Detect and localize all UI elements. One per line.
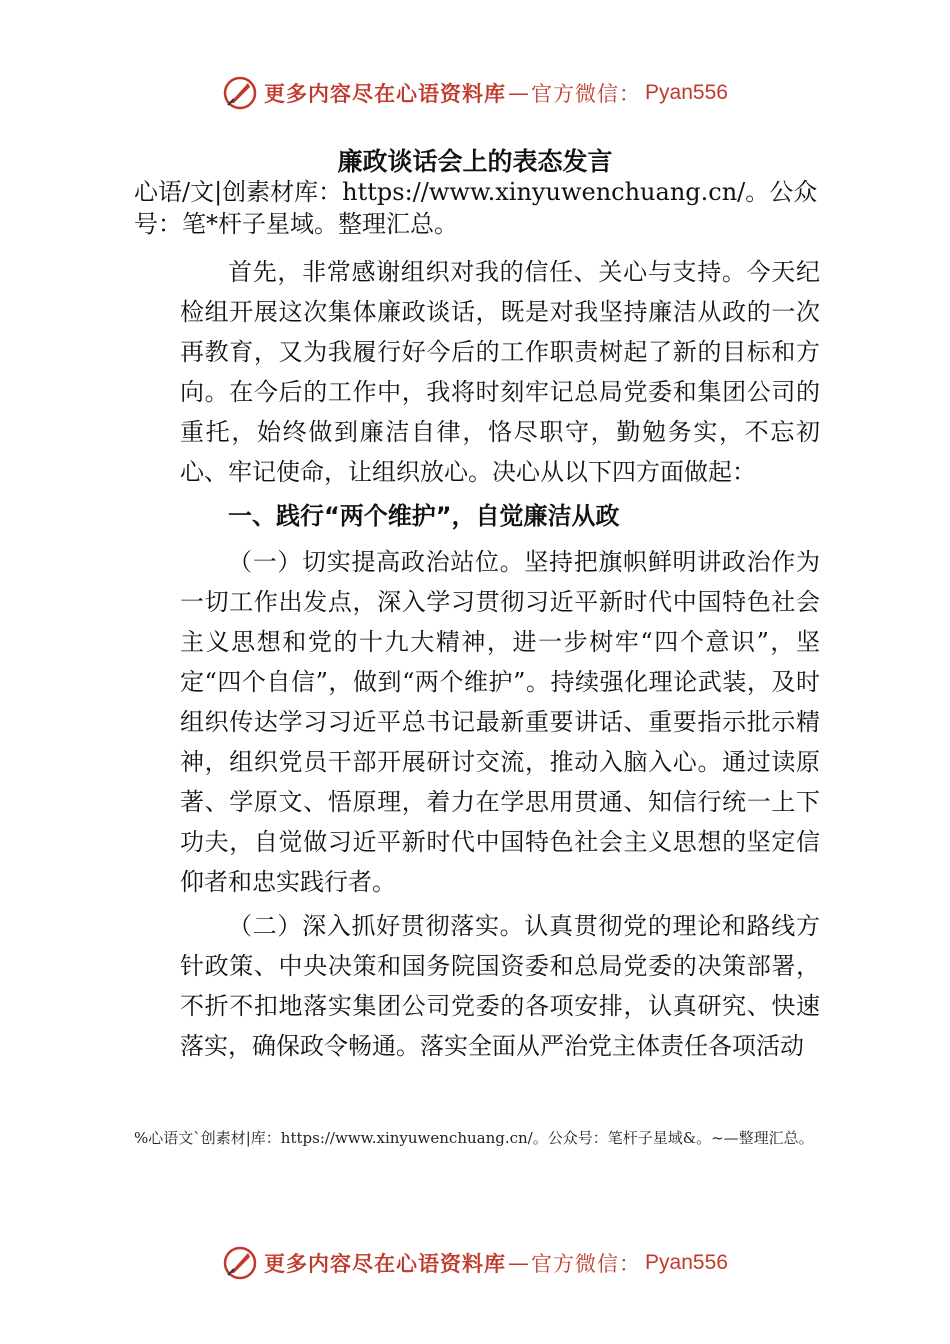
source-line: 心语/文|创素材库：https://www.xinyuwenchuang.cn/。公众号：笔*杆子星域。整理汇总。 (134, 178, 818, 238)
banner-text: 更多内容尽在心语资料库 (264, 1252, 507, 1276)
banner-wechat-id: Pyan556 (645, 81, 728, 104)
header-banner (0, 68, 950, 118)
footer-note: %心语文`创素材|库：https://www.xinyuwenchuang.cn/。公众号：笔杆子星域&。~—整理汇总。 (134, 1129, 814, 1147)
banner-wechat-label: 官方微信： (531, 82, 642, 106)
banner-wechat-label: 官方微信： (531, 1252, 642, 1276)
intro-paragraph: 首先，非常感谢组织对我的信任、关心与支持。今天纪检组开展这次集体廉政谈话，既是对我坚持廉洁从政的一次再教育，又为我履行好今后的工作职责树起了新的目标和方向。在今后的工作中，我将时刻牢记总局党委和集团公司的重托，始终做到廉洁自律，恪尽职守，勤勉务实，不忘初心、牢记使命，让组织放心。决心从以下四方面做起： (180, 258, 820, 486)
quill-pen-logo-icon (222, 1245, 258, 1281)
paragraph-2: （二）深入抓好贯彻落实。认真贯彻党的理论和路线方针政策、中央决策和国务院国资委和总局党委的决策部署，不折不扣地落实集团公司党委的各项安排，认真研究、快速落实，确保政令畅通。落实全面从严治党主体责任各项活动 (180, 912, 820, 1060)
banner-separator: — (508, 81, 530, 105)
banner-separator: — (508, 1251, 530, 1275)
quill-pen-logo-icon (222, 75, 258, 111)
footer-banner (0, 1238, 950, 1288)
document-body (180, 252, 820, 1070)
paragraph-1: （一）切实提高政治站位。坚持把旗帜鲜明讲政治作为一切工作出发点，深入学习贯彻习近平新时代中国特色社会主义思想和党的十九大精神，进一步树牢“四个意识”，坚定“四个自信”，做到“两个维护”。持续强化理论武装，及时组织传达学习习近平总书记最新重要讲话、重要指示批示精神，组织党员干部开展研讨交流，推动入脑入心。通过读原著、学原文、悟原理，着力在学思用贯通、知信行统一上下功夫，自觉做习近平新时代中国特色社会主义思想的坚定信仰者和忠实践行者。 (180, 548, 820, 896)
section-heading-1: 一、践行“两个维护”，自觉廉洁从政 (228, 502, 620, 530)
document-title: 廉政谈话会上的表态发言 (337, 147, 613, 176)
banner-wechat-id: Pyan556 (645, 1251, 728, 1274)
banner-text: 更多内容尽在心语资料库 (264, 82, 507, 106)
